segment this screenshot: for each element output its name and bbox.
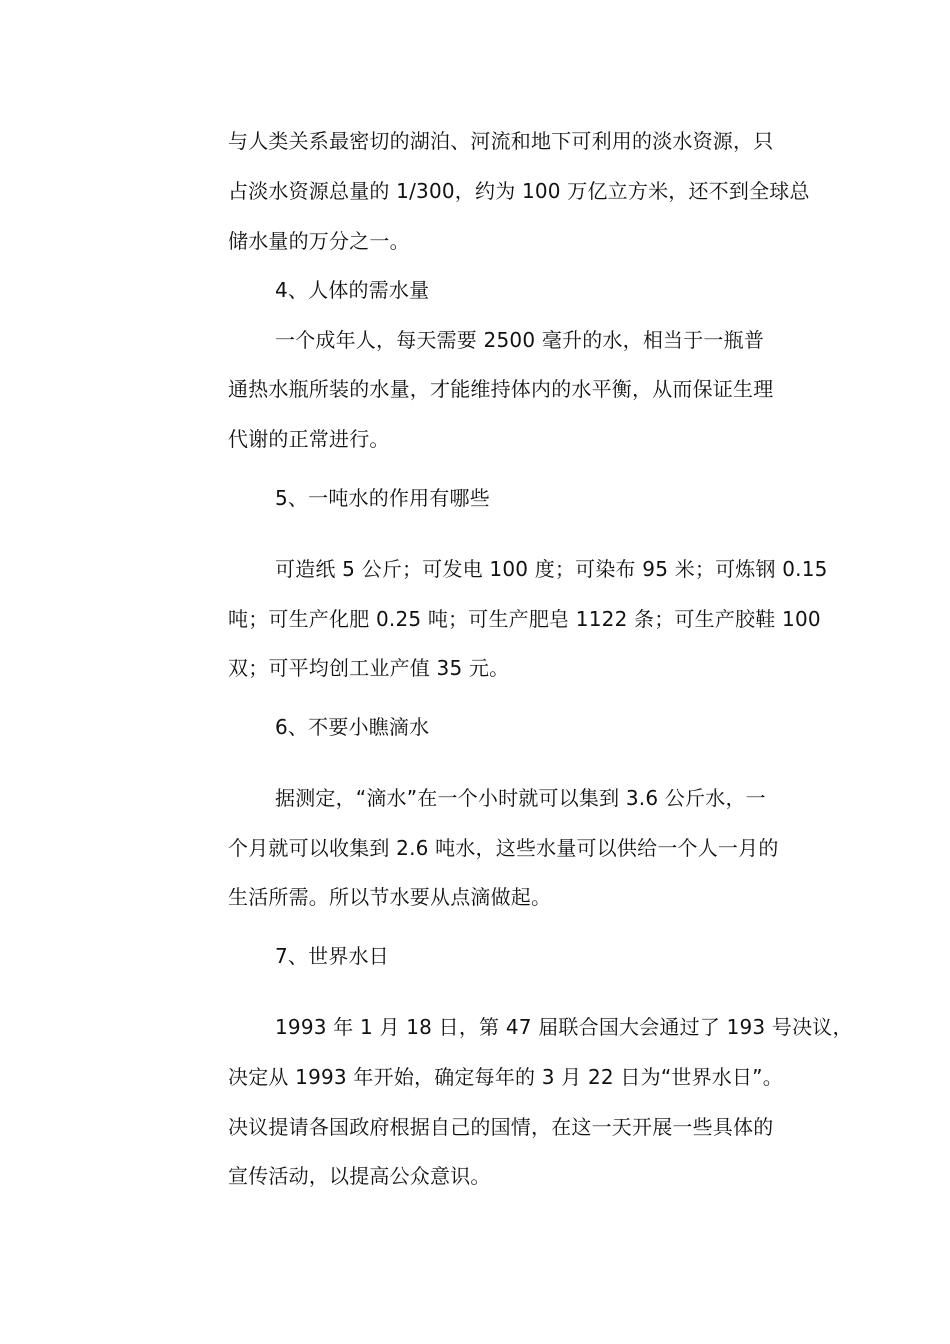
paragraph-ton-water-line-1: 可造纸 5 公斤；可发电 100 度；可染布 95 米；可炼钢 0.15 — [275, 557, 828, 581]
heading-dripping-water: 6、不要小瞧滴水 — [275, 715, 430, 739]
heading-water-need: 4、人体的需水量 — [275, 278, 430, 302]
paragraph-freshwater-line-3: 储水量的万分之一。 — [228, 229, 410, 253]
paragraph-water-need-line-1: 一个成年人，每天需要 2500 毫升的水，相当于一瓶普 — [275, 328, 765, 352]
paragraph-water-need-line-3: 代谢的正常进行。 — [228, 427, 390, 451]
paragraph-dripping-water-line-2: 个月就可以收集到 2.6 吨水，这些水量可以供给一个人一月的 — [228, 836, 779, 860]
paragraph-world-water-day-line-2: 决定从 1993 年开始，确定每年的 3 月 22 日为“世界水日”。 — [228, 1065, 783, 1089]
heading-ton-water-uses: 5、一吨水的作用有哪些 — [275, 486, 490, 510]
paragraph-ton-water-line-3: 双；可平均创工业产值 35 元。 — [228, 656, 510, 680]
paragraph-dripping-water-line-3: 生活所需。所以节水要从点滴做起。 — [228, 885, 552, 909]
heading-world-water-day: 7、世界水日 — [275, 944, 389, 968]
paragraph-water-need-line-2: 通热水瓶所装的水量，才能维持体内的水平衡，从而保证生理 — [228, 377, 774, 401]
paragraph-world-water-day-line-4: 宣传活动，以提高公众意识。 — [228, 1164, 491, 1188]
paragraph-world-water-day-line-3: 决议提请各国政府根据自己的国情，在这一天开展一些具体的 — [228, 1115, 774, 1139]
paragraph-world-water-day-line-1: 1993 年 1 月 18 日，第 47 届联合国大会通过了 193 号决议， — [275, 1015, 853, 1039]
paragraph-freshwater-line-2: 占淡水资源总量的 1/300，约为 100 万亿立方米，还不到全球总 — [228, 179, 810, 203]
paragraph-dripping-water-line-1: 据测定，“滴水”在一个小时就可以集到 3.6 公斤水，一 — [275, 786, 766, 810]
paragraph-freshwater-line-1: 与人类关系最密切的湖泊、河流和地下可利用的淡水资源，只 — [228, 129, 774, 153]
paragraph-ton-water-line-2: 吨；可生产化肥 0.25 吨；可生产肥皂 1122 条；可生产胶鞋 100 — [228, 607, 821, 631]
